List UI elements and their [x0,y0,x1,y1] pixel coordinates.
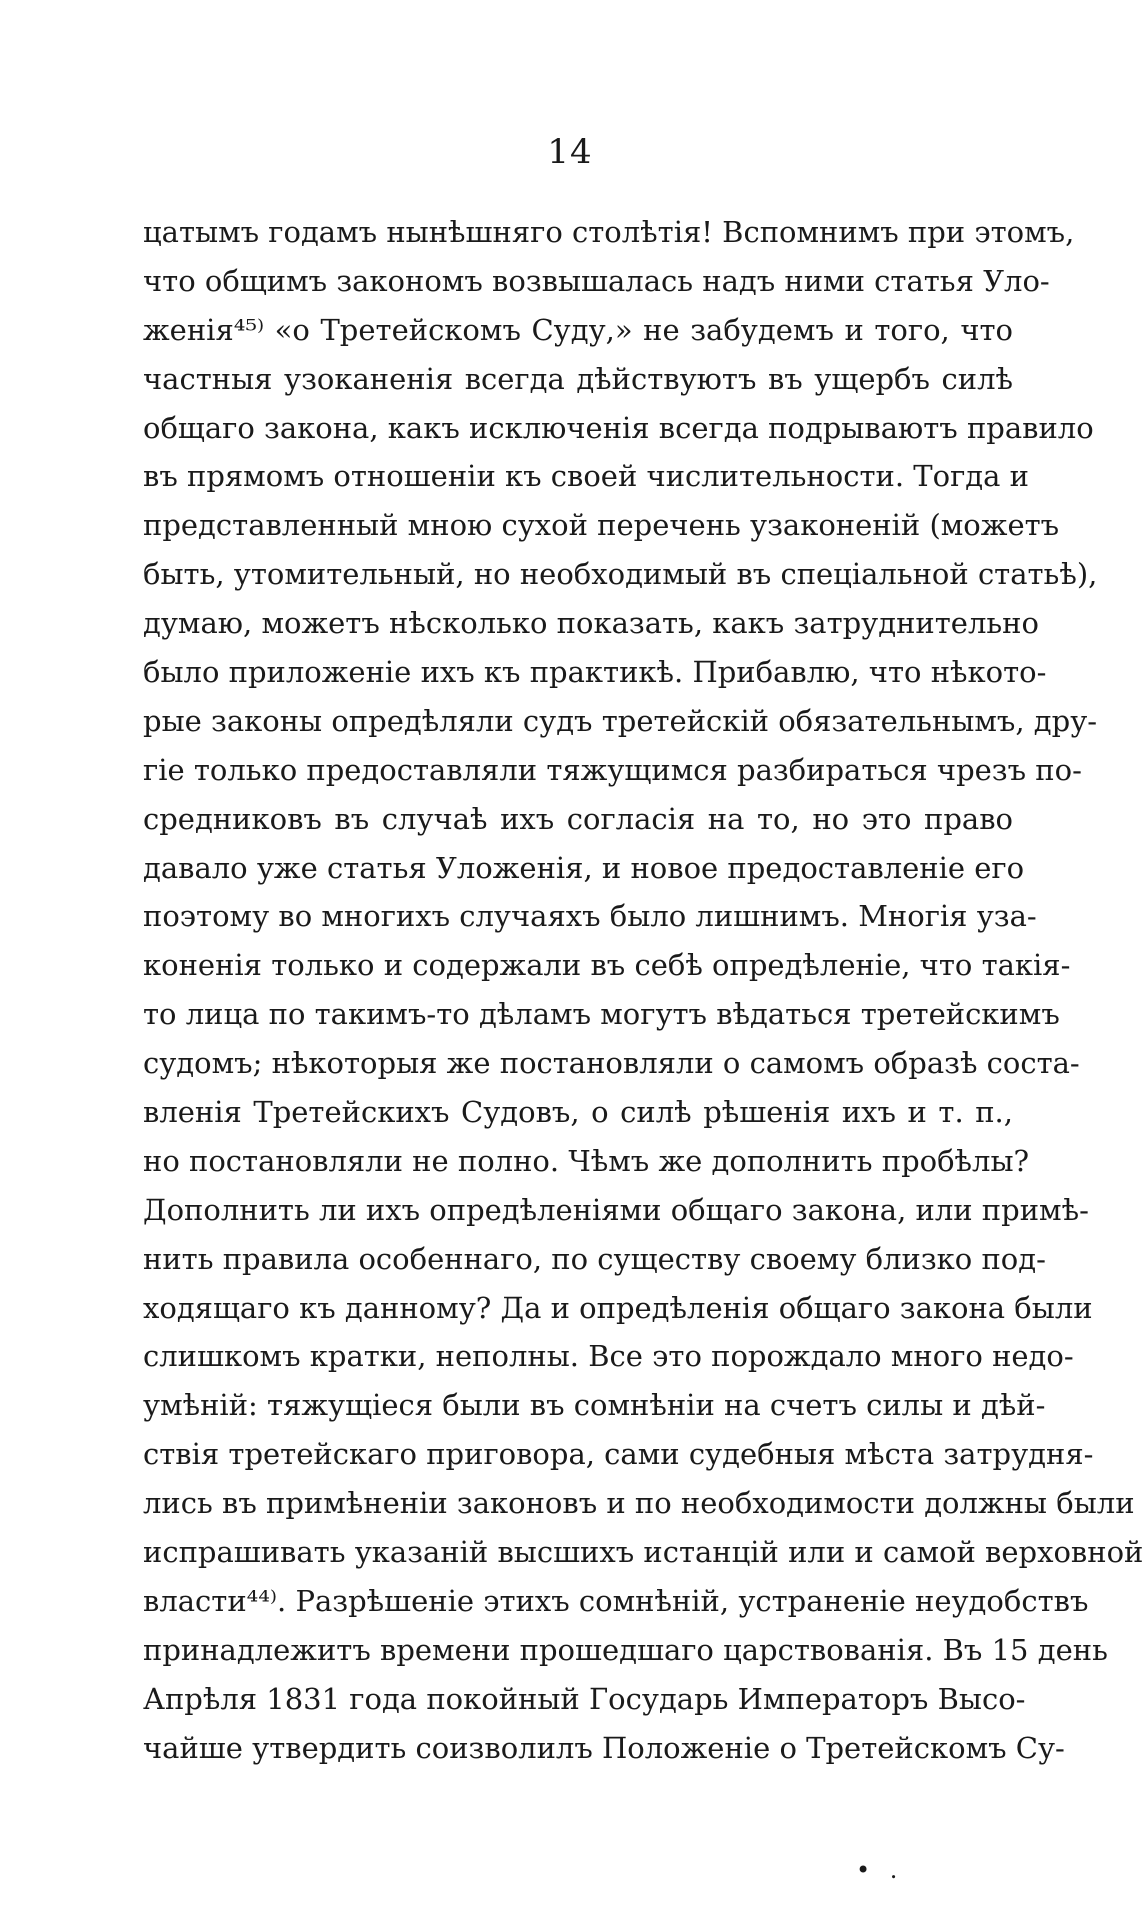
signature-mark: • . [856,1856,904,1884]
text-line: представленный мною сухой перечень узаконеній (можетъ [143,508,1060,543]
text-line: власти⁴⁴⁾. Разрѣшеніе этихъ сомнѣній, устраненіе неудобствъ [143,1583,1089,1618]
text-line: но постановляли не полно. Чѣмъ же дополнить пробѣлы? [143,1143,1030,1178]
text-line: принадлежитъ времени прошедшаго царствованія. Въ 15 день [143,1632,1108,1667]
text-line: цатымъ годамъ нынѣшняго столѣтія! Вспомнимъ при этомъ, [143,215,1075,249]
text-line: чайше утвердить соизволилъ Положеніе о Третейскомъ Су- [143,1730,1065,1765]
page-number: 14 [547,132,593,172]
text-line: общаго закона, какъ исключенія всегда подрываютъ правило [143,410,1094,445]
text-line: ходящаго къ данному? Да и опредѣленія общаго закона были [143,1290,1093,1325]
text-line: умѣній: тяжущіеся были въ сомнѣніи на счетъ силы и дѣй- [143,1388,1046,1423]
text-line: коненія только и содержали въ себѣ опредѣленіе, что такія- [143,948,1071,983]
text-line: нить правила особеннаго, по существу своему близко под- [143,1241,1046,1276]
text-line: въ прямомъ отношеніи къ своей числительности. Тогда и [143,459,1029,494]
text-line: то лица по такимъ-то дѣламъ могутъ вѣдаться третейскимъ [143,997,1060,1032]
text-line: Апрѣля 1831 года покойный Государь Императоръ Высо- [143,1681,1026,1716]
text-line: частныя узоканенія всегда дѣйствуютъ въ ущербъ силѣ [143,361,1013,396]
text-line: думаю, можетъ нѣсколько показать, какъ затруднительно [143,606,1039,641]
text-line: средниковъ въ случаѣ ихъ согласія на то, но это право [143,801,1013,836]
text-line: было приложеніе ихъ къ практикѣ. Прибавлю, что нѣкото- [143,655,1047,690]
text-line: ствія третейскаго приговора, сами судебныя мѣста затрудня- [143,1437,1094,1472]
text-line: лись въ примѣненіи законовъ и по необходимости должны были [143,1486,1135,1521]
text-line: поэтому во многихъ случаяхъ было лишнимъ. Многія уза- [143,899,1037,934]
text-line: Дополнить ли ихъ опредѣленіями общаго закона, или примѣ- [143,1192,1089,1227]
text-line: давало уже статья Уложенія, и новое предоставленіе его [143,850,1025,885]
text-line: испрашивать указаній высшихъ истанцій или и самой верховной [143,1535,1143,1570]
text-line: женія⁴⁵⁾ «о Третейскомъ Суду,» не забудемъ и того, что [143,312,1013,347]
body-text [143,208,1143,1773]
text-line: рые законы опредѣляли судъ третейскій обязательнымъ, дру- [143,703,1098,738]
text-line: судомъ; нѣкоторыя же постановляли о самомъ образѣ соста- [143,1046,1080,1081]
text-line: вленія Третейскихъ Судовъ, о силѣ рѣшенія ихъ и т. п., [143,1095,1013,1130]
text-line: быть, утомительный, но необходимый въ спеціальной статьѣ), [143,557,1098,592]
text-line: гіе только предоставляли тяжущимся разбираться чрезъ по- [143,752,1082,787]
text-line: что общимъ закономъ возвышалась надъ ними статья Уло- [143,263,1050,298]
text-line: слишкомъ кратки, неполны. Все это порождало много недо- [143,1339,1074,1374]
